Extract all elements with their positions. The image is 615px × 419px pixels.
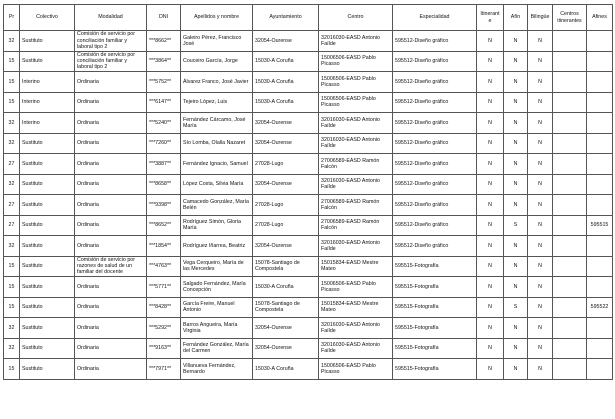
cell-especialidad: 595515-Fotografía	[393, 297, 477, 318]
column-header-ayuntamiento: Ayuntamiento	[253, 5, 319, 31]
cell-especialidad: 595512-Diseño gráfico	[393, 51, 477, 72]
cell-afines	[587, 236, 613, 257]
cell-afines	[587, 31, 613, 52]
cell-bilingue: N	[528, 359, 553, 380]
cell-dni: ***9398**	[147, 195, 181, 216]
cell-dni: ***1854**	[147, 236, 181, 257]
cell-itinerante: N	[477, 113, 504, 134]
cell-ayuntamiento: 15030-A Coruña	[253, 359, 319, 380]
cell-itinerante: N	[477, 318, 504, 339]
cell-centro: 15006506-EASD Pablo Picasso	[319, 72, 393, 93]
cell-especialidad: 595512-Diseño gráfico	[393, 133, 477, 154]
cell-pr: 32	[4, 31, 20, 52]
cell-pr: 32	[4, 318, 20, 339]
cell-bilingue: N	[528, 338, 553, 359]
cell-modalidad: Ordinaria	[75, 277, 147, 298]
cell-centros-itinerantes	[553, 113, 587, 134]
cell-centros-itinerantes	[553, 72, 587, 93]
cell-especialidad: 595515-Fotografía	[393, 277, 477, 298]
table-row	[4, 113, 613, 134]
cell-afines	[587, 133, 613, 154]
cell-pr: 15	[4, 256, 20, 277]
cell-especialidad: 595515-Fotografía	[393, 338, 477, 359]
cell-bilingue: N	[528, 31, 553, 52]
cell-colectivo: Sustituto	[20, 215, 75, 236]
cell-especialidad: 595515-Fotografía	[393, 256, 477, 277]
cell-centro: 27006589-EASD Ramón Falcón	[319, 154, 393, 175]
cell-ayuntamiento: 15030-A Coruña	[253, 51, 319, 72]
cell-apellidos-nombre: Fernández González, María del Carmen	[181, 338, 253, 359]
cell-apellidos-nombre: Villanueva Fernández, Bernardo	[181, 359, 253, 380]
cell-afin: N	[504, 92, 528, 113]
cell-itinerante: N	[477, 359, 504, 380]
cell-itinerante: N	[477, 256, 504, 277]
cell-apellidos-nombre: Tejeiro López, Luis	[181, 92, 253, 113]
cell-centro: 15006506-EASD Pablo Picasso	[319, 359, 393, 380]
cell-pr: 32	[4, 174, 20, 195]
cell-afin: N	[504, 154, 528, 175]
column-header-colectivo: Colectivo	[20, 5, 75, 31]
cell-modalidad: Comisión de servicio por conciliación familiar y laboral tipo 2	[75, 51, 147, 72]
cell-afines	[587, 51, 613, 72]
column-header-modalidad: Modalidad	[75, 5, 147, 31]
cell-centro: 15015834-EASD Mestre Mateo	[319, 297, 393, 318]
cell-pr: 15	[4, 72, 20, 93]
cell-ayuntamiento: 27028-Lugo	[253, 195, 319, 216]
cell-afines	[587, 154, 613, 175]
cell-afin: N	[504, 72, 528, 93]
cell-ayuntamiento: 15030-A Coruña	[253, 92, 319, 113]
cell-dni: ***3864**	[147, 51, 181, 72]
cell-ayuntamiento: 32054-Ourense	[253, 174, 319, 195]
cell-pr: 15	[4, 297, 20, 318]
cell-apellidos-nombre: López Costa, Silvia María	[181, 174, 253, 195]
cell-afines	[587, 174, 613, 195]
cell-bilingue: N	[528, 195, 553, 216]
cell-afines: 595515	[587, 215, 613, 236]
cell-apellidos-nombre: Vega Cerqueiro, María de las Mercedes	[181, 256, 253, 277]
cell-centro: 32016030-EASD Antonio Faílde	[319, 318, 393, 339]
cell-centros-itinerantes	[553, 31, 587, 52]
cell-centro: 32016030-EASD Antonio Faílde	[319, 31, 393, 52]
cell-itinerante: N	[477, 133, 504, 154]
cell-pr: 32	[4, 113, 20, 134]
cell-modalidad: Ordinaria	[75, 236, 147, 257]
cell-colectivo: Interino	[20, 92, 75, 113]
cell-dni: ***9163**	[147, 338, 181, 359]
cell-ayuntamiento: 32054-Ourense	[253, 338, 319, 359]
cell-afin: N	[504, 113, 528, 134]
cell-itinerante: N	[477, 174, 504, 195]
cell-centro: 32016030-EASD Antonio Faílde	[319, 133, 393, 154]
table-row	[4, 256, 613, 277]
table-row	[4, 133, 613, 154]
cell-bilingue: N	[528, 236, 553, 257]
cell-pr: 27	[4, 195, 20, 216]
cell-centros-itinerantes	[553, 277, 587, 298]
table-header	[4, 5, 613, 31]
cell-pr: 15	[4, 92, 20, 113]
cell-colectivo: Sustituto	[20, 256, 75, 277]
cell-bilingue: N	[528, 297, 553, 318]
cell-itinerante: N	[477, 51, 504, 72]
cell-ayuntamiento: 32054-Ourense	[253, 113, 319, 134]
cell-afin: N	[504, 174, 528, 195]
cell-bilingue: N	[528, 174, 553, 195]
cell-dni: ***5771**	[147, 277, 181, 298]
cell-centro: 32016030-EASD Antonio Faílde	[319, 113, 393, 134]
cell-colectivo: Sustituto	[20, 277, 75, 298]
cell-especialidad: 595512-Diseño gráfico	[393, 92, 477, 113]
cell-ayuntamiento: 15030-A Coruña	[253, 277, 319, 298]
cell-dni: ***6147**	[147, 92, 181, 113]
cell-centros-itinerantes	[553, 195, 587, 216]
cell-ayuntamiento: 32054-Ourense	[253, 318, 319, 339]
cell-itinerante: N	[477, 338, 504, 359]
cell-pr: 15	[4, 51, 20, 72]
cell-colectivo: Sustituto	[20, 51, 75, 72]
cell-dni: ***7971**	[147, 359, 181, 380]
table-row	[4, 215, 613, 236]
table-row	[4, 154, 613, 175]
column-header-centro: Centro	[319, 5, 393, 31]
cell-afines: 595522	[587, 297, 613, 318]
table-row	[4, 72, 613, 93]
cell-dni: ***5292**	[147, 318, 181, 339]
cell-especialidad: 595512-Diseño gráfico	[393, 215, 477, 236]
cell-centro: 32016030-EASD Antonio Faílde	[319, 174, 393, 195]
cell-pr: 15	[4, 277, 20, 298]
cell-ayuntamiento: 27028-Lugo	[253, 154, 319, 175]
assignments-table-container	[3, 4, 612, 380]
cell-centro: 32016030-EASD Antonio Faílde	[319, 338, 393, 359]
cell-dni: ***4763**	[147, 256, 181, 277]
cell-modalidad: Ordinaria	[75, 195, 147, 216]
cell-itinerante: N	[477, 31, 504, 52]
cell-centros-itinerantes	[553, 338, 587, 359]
cell-bilingue: N	[528, 318, 553, 339]
cell-afin: N	[504, 236, 528, 257]
column-header-itinerante: Itinerante	[477, 5, 504, 31]
cell-especialidad: 595515-Fotografía	[393, 359, 477, 380]
cell-modalidad: Ordinaria	[75, 72, 147, 93]
table-row	[4, 174, 613, 195]
cell-especialidad: 595512-Diseño gráfico	[393, 113, 477, 134]
cell-apellidos-nombre: Salgado Fernández, María Concepción	[181, 277, 253, 298]
cell-centros-itinerantes	[553, 154, 587, 175]
cell-pr: 32	[4, 133, 20, 154]
cell-ayuntamiento: 27028-Lugo	[253, 215, 319, 236]
cell-apellidos-nombre: Barros Angueira, María Virginia	[181, 318, 253, 339]
cell-colectivo: Sustituto	[20, 318, 75, 339]
cell-colectivo: Interino	[20, 113, 75, 134]
header-row	[4, 5, 613, 31]
cell-ayuntamiento: 15078-Santiago de Compostela	[253, 297, 319, 318]
cell-colectivo: Sustituto	[20, 236, 75, 257]
cell-modalidad: Ordinaria	[75, 215, 147, 236]
table-row	[4, 277, 613, 298]
table-row	[4, 236, 613, 257]
table-row	[4, 359, 613, 380]
cell-itinerante: N	[477, 297, 504, 318]
cell-especialidad: 595512-Diseño gráfico	[393, 31, 477, 52]
cell-especialidad: 595512-Diseño gráfico	[393, 195, 477, 216]
cell-afines	[587, 359, 613, 380]
cell-modalidad: Ordinaria	[75, 359, 147, 380]
cell-centros-itinerantes	[553, 256, 587, 277]
cell-ayuntamiento: 15030-A Coruña	[253, 72, 319, 93]
cell-bilingue: N	[528, 72, 553, 93]
cell-modalidad: Ordinaria	[75, 92, 147, 113]
cell-centros-itinerantes	[553, 236, 587, 257]
cell-centros-itinerantes	[553, 92, 587, 113]
cell-afines	[587, 195, 613, 216]
cell-especialidad: 595512-Diseño gráfico	[393, 154, 477, 175]
cell-pr: 32	[4, 236, 20, 257]
cell-modalidad: Ordinaria	[75, 338, 147, 359]
cell-colectivo: Sustituto	[20, 174, 75, 195]
cell-bilingue: N	[528, 113, 553, 134]
cell-apellidos-nombre: Sío Lomba, Olalla Nazaret	[181, 133, 253, 154]
cell-afines	[587, 92, 613, 113]
cell-especialidad: 595512-Diseño gráfico	[393, 236, 477, 257]
cell-colectivo: Sustituto	[20, 154, 75, 175]
cell-centros-itinerantes	[553, 215, 587, 236]
cell-dni: ***8428**	[147, 297, 181, 318]
cell-afines	[587, 256, 613, 277]
cell-modalidad: Ordinaria	[75, 318, 147, 339]
column-header-especialidad: Especialidad	[393, 5, 477, 31]
cell-bilingue: N	[528, 154, 553, 175]
cell-centro: 15006506-EASD Pablo Picasso	[319, 51, 393, 72]
cell-afines	[587, 277, 613, 298]
cell-modalidad: Comisión de servicio por razones de salud de un familiar del docente	[75, 256, 147, 277]
cell-centro: 32016030-EASD Antonio Faílde	[319, 236, 393, 257]
cell-apellidos-nombre: Fernández Cárcamo, José María	[181, 113, 253, 134]
cell-afin: N	[504, 338, 528, 359]
cell-colectivo: Sustituto	[20, 359, 75, 380]
table-body	[4, 31, 613, 380]
cell-afin: S	[504, 215, 528, 236]
table-row	[4, 297, 613, 318]
cell-dni: ***5240**	[147, 113, 181, 134]
cell-colectivo: Interino	[20, 72, 75, 93]
cell-bilingue: N	[528, 256, 553, 277]
cell-especialidad: 595515-Fotografía	[393, 318, 477, 339]
cell-afin: N	[504, 195, 528, 216]
cell-ayuntamiento: 32054-Ourense	[253, 236, 319, 257]
cell-afin: N	[504, 256, 528, 277]
cell-centros-itinerantes	[553, 359, 587, 380]
cell-itinerante: N	[477, 154, 504, 175]
cell-modalidad: Ordinaria	[75, 113, 147, 134]
cell-afin: N	[504, 31, 528, 52]
cell-bilingue: N	[528, 133, 553, 154]
column-header-apellidos-nombre: Apellidos y nombre	[181, 5, 253, 31]
cell-modalidad: Ordinaria	[75, 297, 147, 318]
cell-centro: 27006589-EASD Ramón Falcón	[319, 215, 393, 236]
cell-itinerante: N	[477, 195, 504, 216]
column-header-pr: Pr	[4, 5, 20, 31]
table-row	[4, 92, 613, 113]
cell-centros-itinerantes	[553, 174, 587, 195]
cell-afines	[587, 113, 613, 134]
cell-pr: 27	[4, 215, 20, 236]
cell-apellidos-nombre: Galeiro Pérez, Francisco José	[181, 31, 253, 52]
cell-colectivo: Sustituto	[20, 133, 75, 154]
cell-pr: 32	[4, 338, 20, 359]
cell-centro: 27006589-EASD Ramón Falcón	[319, 195, 393, 216]
cell-colectivo: Sustituto	[20, 338, 75, 359]
column-header-dni: DNI	[147, 5, 181, 31]
cell-afin: N	[504, 51, 528, 72]
cell-apellidos-nombre: Fernández Ignacio, Samuel	[181, 154, 253, 175]
cell-apellidos-nombre: Couceiro García, Jorge	[181, 51, 253, 72]
cell-apellidos-nombre: García Freire, Manuel Antonio	[181, 297, 253, 318]
cell-modalidad: Ordinaria	[75, 154, 147, 175]
cell-bilingue: N	[528, 51, 553, 72]
cell-colectivo: Sustituto	[20, 31, 75, 52]
cell-itinerante: N	[477, 215, 504, 236]
cell-itinerante: N	[477, 277, 504, 298]
cell-afin: N	[504, 133, 528, 154]
cell-pr: 15	[4, 359, 20, 380]
cell-colectivo: Sustituto	[20, 195, 75, 216]
column-header-afin: Afín	[504, 5, 528, 31]
table-row	[4, 338, 613, 359]
cell-especialidad: 595512-Diseño gráfico	[393, 72, 477, 93]
cell-centros-itinerantes	[553, 133, 587, 154]
cell-ayuntamiento: 32054-Ourense	[253, 31, 319, 52]
table-row	[4, 318, 613, 339]
column-header-bilingue: Bilingüe	[528, 5, 553, 31]
cell-afines	[587, 338, 613, 359]
cell-bilingue: N	[528, 215, 553, 236]
cell-centros-itinerantes	[553, 51, 587, 72]
column-header-centros-itinerantes: Centros itinerantes	[553, 5, 587, 31]
cell-centro: 15006506-EASD Pablo Picasso	[319, 92, 393, 113]
cell-modalidad: Comisión de servicio por conciliación familiar y laboral tipo 2	[75, 31, 147, 52]
cell-dni: ***8658**	[147, 174, 181, 195]
cell-itinerante: N	[477, 236, 504, 257]
column-header-afines: Afines	[587, 5, 613, 31]
cell-bilingue: N	[528, 277, 553, 298]
cell-centro: 15006506-EASD Pablo Picasso	[319, 277, 393, 298]
cell-afin: S	[504, 297, 528, 318]
cell-afines	[587, 318, 613, 339]
cell-afin: N	[504, 318, 528, 339]
cell-pr: 27	[4, 154, 20, 175]
cell-apellidos-nombre: Álvarez Franco, José Javier	[181, 72, 253, 93]
cell-centros-itinerantes	[553, 297, 587, 318]
cell-apellidos-nombre: Rodríguez Iñarrea, Beatriz	[181, 236, 253, 257]
assignments-table	[3, 4, 613, 380]
cell-dni: ***8652**	[147, 215, 181, 236]
cell-dni: ***5752**	[147, 72, 181, 93]
table-row	[4, 51, 613, 72]
cell-modalidad: Ordinaria	[75, 174, 147, 195]
cell-ayuntamiento: 32054-Ourense	[253, 133, 319, 154]
cell-apellidos-nombre: Camacedo González, María Belén	[181, 195, 253, 216]
cell-modalidad: Ordinaria	[75, 133, 147, 154]
cell-afin: N	[504, 359, 528, 380]
cell-ayuntamiento: 15078-Santiago de Compostela	[253, 256, 319, 277]
cell-centros-itinerantes	[553, 318, 587, 339]
cell-afines	[587, 72, 613, 93]
cell-itinerante: N	[477, 92, 504, 113]
cell-apellidos-nombre: Rodríguez Simón, Gloria María	[181, 215, 253, 236]
cell-dni: ***8662**	[147, 31, 181, 52]
cell-dni: ***3887**	[147, 154, 181, 175]
cell-centro: 15015834-EASD Mestre Mateo	[319, 256, 393, 277]
cell-bilingue: N	[528, 92, 553, 113]
table-row	[4, 31, 613, 52]
table-row	[4, 195, 613, 216]
cell-dni: ***7260**	[147, 133, 181, 154]
cell-itinerante: N	[477, 72, 504, 93]
cell-colectivo: Sustituto	[20, 297, 75, 318]
cell-afin: N	[504, 277, 528, 298]
cell-especialidad: 595512-Diseño gráfico	[393, 174, 477, 195]
